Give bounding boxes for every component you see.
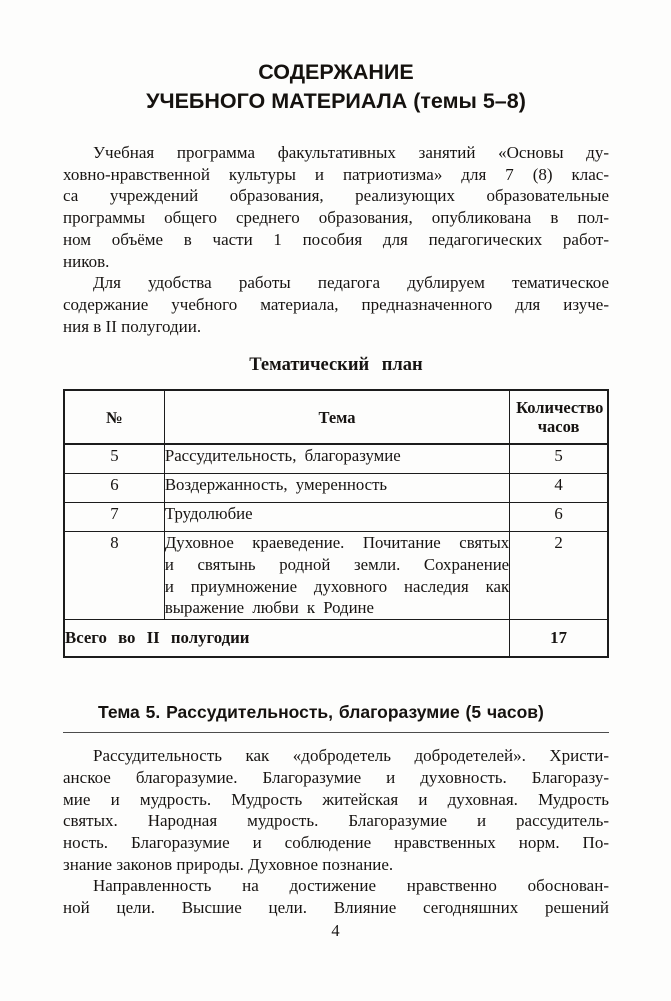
thematic-plan-heading: Тематический план — [249, 355, 423, 376]
header-cell-number: № — [64, 390, 164, 444]
text-line: содержание учебного материала, предназначенного для изуче- — [63, 294, 609, 314]
topic-cell: Воздержанность, умеренность — [164, 474, 509, 503]
table-row — [64, 532, 608, 620]
page-title — [63, 58, 609, 116]
text-line: са учреждений образования, реализующих образовательные — [63, 186, 609, 206]
total-label-cell: Всего во II полугодии — [64, 620, 510, 658]
text-line: ность. Благоразумие и соблюдение нравственных норм. По- — [63, 832, 609, 852]
hours-cell: 2 — [510, 532, 608, 620]
hours-cell: 6 — [510, 503, 608, 532]
total-hours-cell: 17 — [510, 620, 608, 658]
text-line: Духовное краеведение. Почитание святых — [164, 533, 510, 553]
table-row — [64, 503, 608, 532]
text-line: святых. Народная мудрость. Благоразумие и рассудитель- — [63, 811, 609, 831]
text-line: анское благоразумие. Благоразумие и духовность. Благоразу- — [63, 767, 609, 787]
table-row — [64, 444, 608, 474]
section-heading: Тема 5. Рассудительность, благоразумие (5 часов) — [98, 702, 544, 723]
text-line: ховно-нравственной культуры и патриотизма» для 7 (8) клас- — [63, 164, 609, 184]
topic-cell: Трудолюбие — [164, 503, 509, 532]
text-line: ном объёме в части 1 пособия для педагогических работ- — [63, 229, 609, 249]
page-title-line-1: СОДЕРЖАНИЕ — [258, 60, 414, 84]
text-line: ния в II полугодии. — [63, 316, 202, 336]
intro-paragraph-1 — [63, 142, 609, 272]
intro-paragraph-2 — [63, 272, 609, 337]
text-line: программы общего среднего образования, опубликована в пол- — [63, 208, 609, 228]
table-total-row — [64, 620, 608, 658]
page-title-line-2: УЧЕБНОГО МАТЕРИАЛА (темы 5–8) — [146, 89, 526, 113]
hours-cell: 5 — [510, 444, 608, 474]
text-line: ной цели. Высшие цели. Влияние сегодняшних решений — [63, 898, 609, 918]
text-line: Направленность на достижение нравственно обоснован- — [93, 876, 609, 896]
header-cell-topic: Тема — [164, 390, 509, 444]
text-line: и святынь родной земли. Сохранение — [164, 555, 510, 575]
row-number-cell: 7 — [64, 503, 164, 532]
section-paragraph-2 — [63, 875, 609, 918]
text-line: и приумножение духовного наследия как — [164, 576, 510, 596]
text-line: Учебная программа факультативных занятий «Основы ду- — [93, 143, 609, 162]
text-line: Для удобства работы педагога дублируем тематическое — [93, 273, 609, 293]
row-number-cell: 8 — [64, 532, 164, 620]
header-cell-hours: Количество часов — [510, 390, 608, 444]
row-number-cell: 6 — [64, 474, 164, 503]
text-line: выражение любви к Родине — [164, 598, 374, 618]
topic-cell — [164, 532, 509, 620]
text-line: мие и мудрость. Мудрость житейская и духовная. Мудрость — [63, 789, 609, 809]
topic-cell: Рассудительность, благоразумие — [164, 444, 509, 474]
row-number-cell: 5 — [64, 444, 164, 474]
page-number: 4 — [331, 921, 340, 940]
table-header-row — [64, 390, 608, 444]
text-line: ников. — [63, 251, 110, 271]
section-divider — [63, 732, 609, 733]
hours-cell: 4 — [510, 474, 608, 503]
text-line: Рассудительность как «добродетель добродетелей». Христи- — [93, 746, 609, 766]
table-row — [64, 474, 608, 503]
text-line: знание законов природы. Духовное познание. — [63, 854, 394, 874]
thematic-plan-table — [63, 389, 609, 658]
section-paragraph-1 — [63, 745, 609, 875]
